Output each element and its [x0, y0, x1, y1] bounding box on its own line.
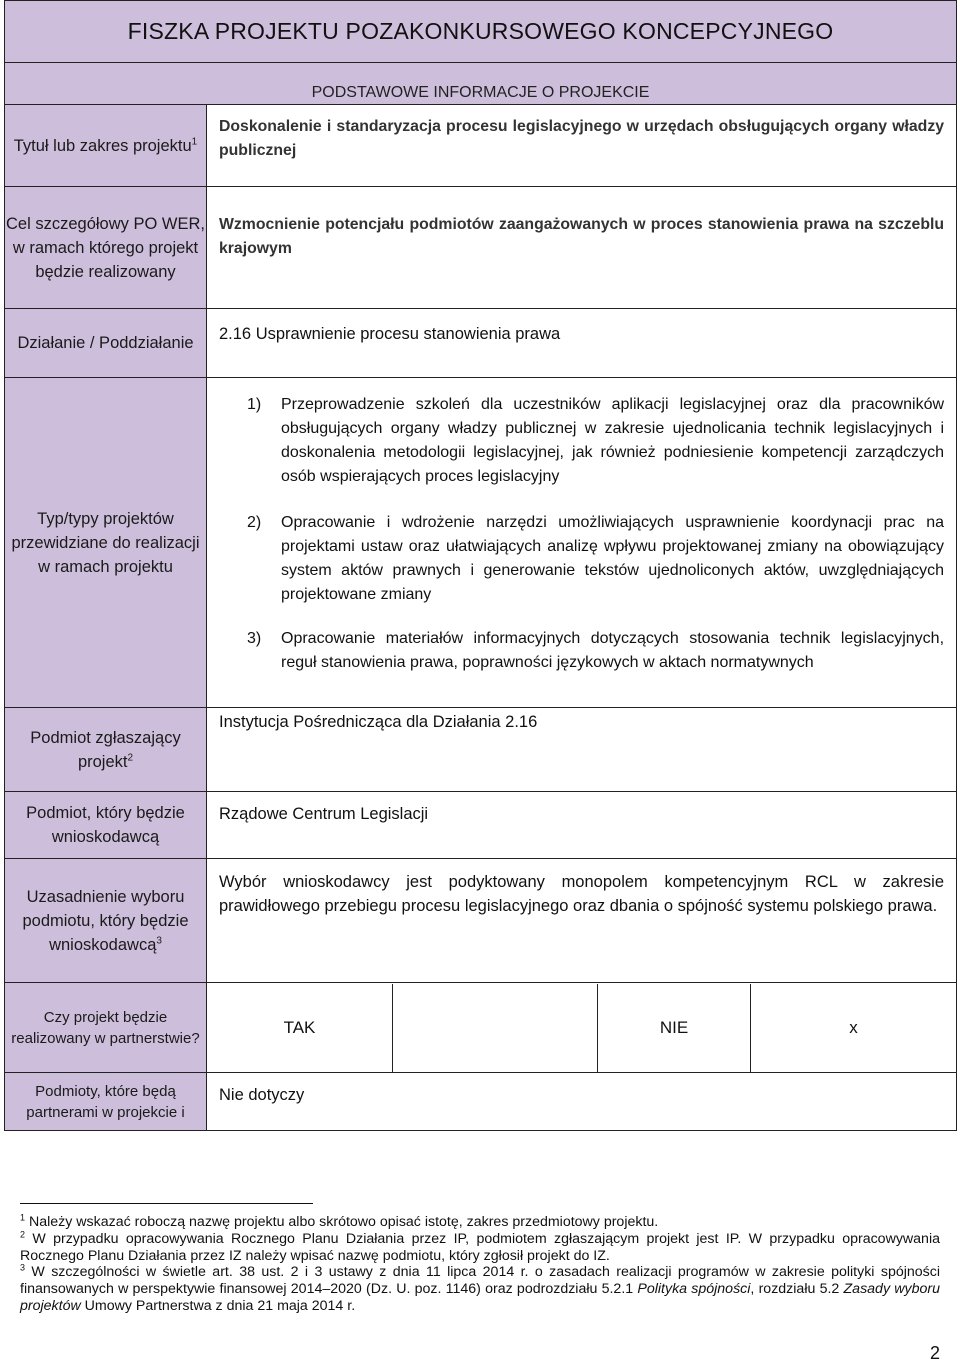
- footnote-ref-2: 2: [127, 752, 134, 763]
- label-tytul: [5, 105, 207, 187]
- value-partnerzy-text: Nie dotyczy: [219, 1086, 305, 1104]
- project-types-list: [245, 378, 944, 675]
- label-dzialanie: Działanie / Poddziałanie: [5, 309, 207, 378]
- row-cel: [5, 187, 957, 309]
- value-tytul: [207, 105, 957, 187]
- value-cel-text: Wzmocnienie potencjału podmiotów zaangażowanych w proces stanowienia prawa na szczeblu krajowym: [219, 216, 945, 257]
- list-item: 2) Opracowanie i wdrożenie narzędzi umożliwiających usprawnienie koordynacji prac na projektami ustaw oraz ułatwiających analizę wpływu projektowanej zmiany na obowiązujący system aktów prawnych i generowanie tekstów ujednoliconych aktów, uwzględniających projektowane zmiany: [247, 514, 945, 603]
- list-item: 1) Przeprowadzenie szkoleń dla uczestników aplikacji legislacyjnej oraz dla pracowników obsługujących organy władzy publicznej w zakresie ujednolicania technik legislacyjnych i doskonalenia metodologii legislacyjnej, jak również podniesienie kompetencji zarządczych osób wspierających proces legislacyjny: [247, 396, 945, 485]
- label-partnerstwo: Czy projekt będzie realizowany w partnerstwie?: [5, 983, 207, 1073]
- value-uzasadnienie: [207, 859, 957, 983]
- value-wnioskodawca-text: Rządowe Centrum Legislacji: [219, 805, 429, 823]
- footnote-1: $^1$ Należy wskazać roboczą nazwę projektu albo skrótowo opisać istotę, zakres przedmiotowy projektu.: [20, 1212, 659, 1230]
- label-podmiot-zglaszajacy: [5, 708, 207, 792]
- footnotes: [20, 1203, 940, 1315]
- label-uzasadnienie: [5, 859, 207, 983]
- label-typy: Typ/typy projektów przewidziane do realizacji w ramach projektu: [5, 378, 207, 708]
- value-tytul-text: Doskonalenie i standaryzacja procesu legislacyjnego w urzędach obsługujących organy władzy publicznej: [219, 118, 945, 159]
- value-cel: [207, 187, 957, 309]
- row-tytul: [5, 105, 957, 187]
- value-podmiot-zglaszajacy-text: Instytucja Pośrednicząca dla Działania 2.16: [219, 713, 538, 731]
- label-podmiot-zglaszajacy-text: Podmiot zgłaszający projekt: [30, 728, 181, 771]
- row-partnerstwo: [5, 983, 957, 1073]
- row-wnioskodawca: [5, 792, 957, 859]
- partnership-yes-box[interactable]: [393, 984, 598, 1072]
- label-partnerzy: Podmioty, które będą partnerami w projekcie i: [5, 1073, 207, 1131]
- row-podmiot-zglaszajacy: [5, 708, 957, 792]
- footnote-ref-1: 1: [191, 136, 198, 147]
- label-cel: Cel szczegółowy PO WER, w ramach którego projekt będzie realizowany: [5, 187, 207, 309]
- row-typy: [5, 378, 957, 708]
- document-title: FISZKA PROJEKTU POZAKONKURSOWEGO KONCEPCYJNEGO: [5, 1, 957, 63]
- row-uzasadnienie: [5, 859, 957, 983]
- value-podmiot-zglaszajacy: [207, 708, 957, 792]
- label-tytul-text: Tytuł lub zakres projektu: [13, 136, 192, 155]
- label-uzasadnienie-text: Uzasadnienie wyboru podmiotu, który będzie wnioskodawcą: [22, 887, 189, 954]
- page-number: 2: [929, 1343, 940, 1363]
- row-dzialanie: [5, 309, 957, 378]
- value-uzasadnienie-text: Wybór wnioskodawcy jest podyktowany monopolem kompetencyjnym RCL w zakresie prawidłowego przebiegu procesu legislacyjnego oraz dbania o spójność systemu polskiego prawa.: [219, 873, 945, 915]
- value-partnerzy: [207, 1073, 957, 1131]
- value-wnioskodawca: [207, 792, 957, 859]
- value-partnerstwo: [207, 983, 957, 1073]
- partnership-no-box[interactable]: x: [849, 1017, 858, 1037]
- list-item: 3) Opracowanie materiałów informacyjnych dotyczących stosowania technik legislacyjnych, reguł stanowienia prawa, poprawności językowych w aktach normatywnych: [247, 630, 945, 671]
- section-row: [5, 63, 957, 105]
- footnote-ref-3: 3: [156, 935, 162, 946]
- label-wnioskodawca: Podmiot, który będzie wnioskodawcą: [5, 792, 207, 859]
- row-partnerzy: [5, 1073, 957, 1131]
- value-dzialanie: [207, 309, 957, 378]
- footnote-separator: [20, 1203, 313, 1204]
- value-typy: [207, 378, 957, 708]
- title-row: [5, 1, 957, 63]
- partnership-yes-label: TAK: [207, 984, 393, 1072]
- footnote-3: $^3$ W szczególności w świetle art. 38 ust. 2 i 3 ustawy z dnia 11 lipca 2014 r. o zasadach realizacji programów w zakresie polityki spójności finansowanych w perspektywie finansowej 2014–2020 (Dz. U. poz. 1146) oraz podrozdziału 5.2.1 Polityka spójności, rozdziału 5.2 Zasady wyboru projektów Umowy Partnerstwa z dnia 21 maja 2014 r.: [20, 1262, 941, 1314]
- value-dzialanie-text: 2.16 Usprawnienie procesu stanowienia prawa: [219, 325, 561, 343]
- project-sheet-table: [4, 0, 957, 1131]
- section-heading: PODSTAWOWE INFORMACJE O PROJEKCIE: [5, 63, 957, 105]
- partnership-no-label: NIE: [598, 984, 751, 1072]
- footnote-2: $^2$ W przypadku opracowywania Rocznego Planu Działania przez IP, podmiotem zgłaszającym projekt jest IP. W przypadku opracowywania Rocznego Planu Działania przez IZ należy wpisać nazwę podmiotu, który zgłosił projekt do IZ.: [20, 1229, 940, 1264]
